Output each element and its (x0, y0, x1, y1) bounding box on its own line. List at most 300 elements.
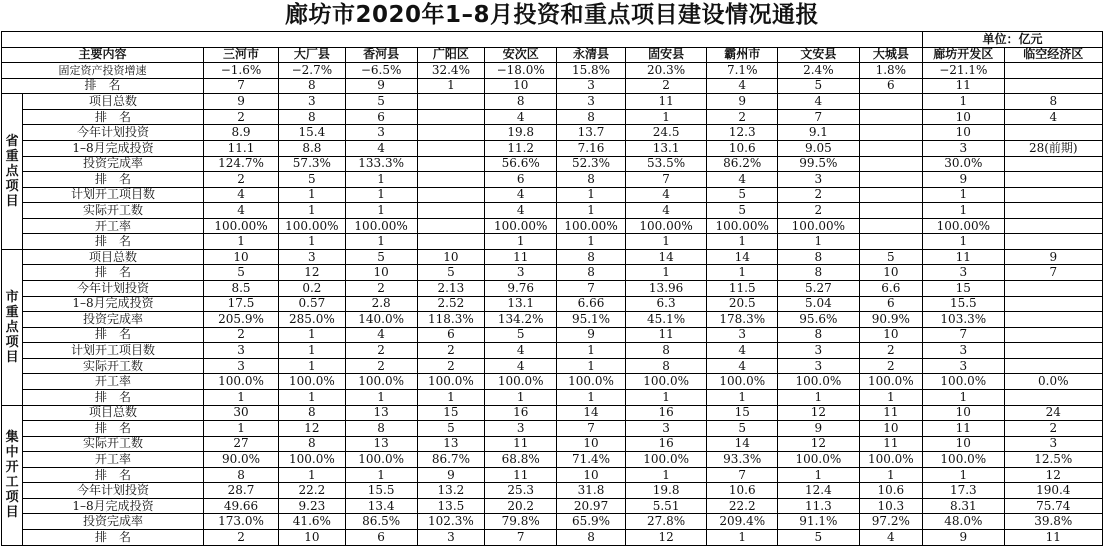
row-label: 排 名 (23, 421, 204, 437)
cell (1004, 203, 1102, 219)
cell: 1 (557, 343, 626, 359)
cell (859, 187, 923, 203)
cell: 7 (707, 467, 778, 483)
row-label: 计划开工项目数 (23, 343, 204, 359)
header-region: 固安县 (625, 47, 706, 63)
row-label: 投资完成率 (23, 312, 204, 328)
cell: 4 (345, 327, 417, 343)
cell: 0.57 (279, 296, 346, 312)
cell: 79.8% (485, 514, 557, 530)
cell: 95.6% (778, 312, 859, 328)
cell (1004, 281, 1102, 297)
group-2-row (2, 498, 1103, 514)
cell: 9.05 (778, 140, 859, 156)
investment-table (1, 31, 1103, 546)
cell: 12 (778, 405, 859, 421)
group-label-char: 项 (5, 334, 19, 350)
cell: 22.2 (279, 483, 346, 499)
cell: 86.2% (707, 156, 778, 172)
cell: 9 (707, 94, 778, 110)
cell: 2.8 (345, 296, 417, 312)
cell: 8 (279, 109, 346, 125)
cell: 20.3% (625, 63, 706, 79)
cell: −21.1% (923, 63, 1004, 79)
cell: 4 (625, 203, 706, 219)
row-label: 今年计划投资 (23, 125, 204, 141)
cell: 178.3% (707, 312, 778, 328)
row-label: 排 名 (23, 327, 204, 343)
cell: 4 (707, 78, 778, 94)
group-0-row (2, 125, 1103, 141)
cell: 9.76 (485, 281, 557, 297)
cell: 7 (625, 172, 706, 188)
cell: 12 (1004, 467, 1102, 483)
cell: 1 (625, 265, 706, 281)
row-label: 开工率 (23, 218, 204, 234)
group-label-char: 市 (5, 289, 19, 305)
cell: 97.2% (859, 514, 923, 530)
cell: 93.3% (707, 452, 778, 468)
cell: 13.5 (417, 498, 485, 514)
cell: 9.1 (778, 125, 859, 141)
cell: 6 (417, 327, 485, 343)
cell: 4 (707, 358, 778, 374)
cell (1004, 187, 1102, 203)
row-label: 排 名 (23, 530, 204, 546)
cell (1004, 327, 1102, 343)
row-label: 排 名 (23, 172, 204, 188)
row-label: 实际开工数 (23, 436, 204, 452)
cell: 2 (778, 203, 859, 219)
cell: 118.3% (417, 312, 485, 328)
cell: 9 (923, 530, 1004, 546)
cell: 25.3 (485, 483, 557, 499)
cell: 27.8% (625, 514, 706, 530)
cell: 100.00% (625, 218, 706, 234)
cell: 99.5% (778, 156, 859, 172)
cell: 16 (625, 436, 706, 452)
cell: 2 (345, 343, 417, 359)
cell: 3 (707, 327, 778, 343)
cell: 22.2 (707, 498, 778, 514)
cell: 8 (557, 265, 626, 281)
cell: 5 (778, 78, 859, 94)
row-label: 实际开工数 (23, 203, 204, 219)
cell: 4 (203, 203, 278, 219)
cell: 10 (345, 265, 417, 281)
cell: 3 (923, 358, 1004, 374)
fixed-asset-rank-row (2, 78, 1103, 94)
cell: 20.97 (557, 498, 626, 514)
cell: 4 (485, 187, 557, 203)
cell: 3 (923, 265, 1004, 281)
group-0-row (2, 156, 1103, 172)
group-1-row (2, 296, 1103, 312)
cell: 8.31 (923, 498, 1004, 514)
cell (1004, 389, 1102, 405)
cell: 1 (625, 467, 706, 483)
cell: 1 (279, 234, 346, 250)
cell: 9 (557, 327, 626, 343)
cell: 75.74 (1004, 498, 1102, 514)
cell (859, 125, 923, 141)
header-region: 大城县 (859, 47, 923, 63)
cell (417, 94, 485, 110)
cell: 1 (203, 234, 278, 250)
cell: 1 (707, 265, 778, 281)
cell: 8 (625, 343, 706, 359)
cell: 11.1 (203, 140, 278, 156)
cell: 9 (778, 421, 859, 437)
cell: 9 (417, 467, 485, 483)
row-label: 排 名 (23, 234, 204, 250)
cell: 13.4 (345, 498, 417, 514)
cell: 1 (485, 234, 557, 250)
cell: 1 (345, 172, 417, 188)
cell: 28(前期) (1004, 140, 1102, 156)
row-label: 排 名 (23, 109, 204, 125)
cell: 41.6% (279, 514, 346, 530)
cell: 5.04 (778, 296, 859, 312)
cell: 5 (279, 172, 346, 188)
cell: 100.0% (859, 374, 923, 390)
cell: 0.2 (279, 281, 346, 297)
cell: 5 (707, 203, 778, 219)
cell: 2 (203, 327, 278, 343)
cell: 8.8 (279, 140, 346, 156)
cell: 2.52 (417, 296, 485, 312)
cell: 4 (859, 530, 923, 546)
cell: 140.0% (345, 312, 417, 328)
cell: 8 (1004, 94, 1102, 110)
cell: 5.27 (778, 281, 859, 297)
cell: 100.00% (279, 218, 346, 234)
cell: 3 (778, 358, 859, 374)
cell: 9.23 (279, 498, 346, 514)
group-label-char: 省 (5, 134, 19, 150)
cell: 1 (203, 389, 278, 405)
cell: 15.5 (923, 296, 1004, 312)
cell: 1 (557, 389, 626, 405)
cell: 19.8 (485, 125, 557, 141)
cell: 12.5% (1004, 452, 1102, 468)
cell: 10 (557, 436, 626, 452)
cell: 100.00% (345, 218, 417, 234)
cell: 5 (778, 530, 859, 546)
cell: 2.4% (778, 63, 859, 79)
cell: 1 (279, 343, 346, 359)
cell: 10 (923, 436, 1004, 452)
cell: 6 (859, 296, 923, 312)
cell: 57.3% (279, 156, 346, 172)
cell: 1 (923, 467, 1004, 483)
cell: 1 (625, 109, 706, 125)
cell: 0.0% (1004, 374, 1102, 390)
group-1-row (2, 265, 1103, 281)
cell: 100.0% (625, 374, 706, 390)
cell: 100.0% (345, 452, 417, 468)
cell: −1.6% (203, 63, 278, 79)
cell: 12.4 (778, 483, 859, 499)
cell: 100.0% (778, 452, 859, 468)
cell: 100.0% (859, 452, 923, 468)
cell: 16 (485, 405, 557, 421)
cell: 2 (417, 358, 485, 374)
cell (417, 140, 485, 156)
cell: 1 (345, 234, 417, 250)
cell: 12 (778, 436, 859, 452)
cell: 100.00% (923, 218, 1004, 234)
row-label: 排 名 (23, 467, 204, 483)
cell: 100.00% (485, 218, 557, 234)
group-label-char: 开 (5, 460, 19, 476)
cell (1004, 296, 1102, 312)
group-0-row (2, 234, 1103, 250)
cell: 5 (345, 249, 417, 265)
row-label: 项目总数 (23, 249, 204, 265)
cell: 4 (707, 343, 778, 359)
cell: 4 (203, 187, 278, 203)
cell: 190.4 (1004, 483, 1102, 499)
cell: 1 (859, 467, 923, 483)
cell (1004, 358, 1102, 374)
group-1-row (2, 374, 1103, 390)
cell: 6 (485, 172, 557, 188)
cell: 68.8% (485, 452, 557, 468)
group-2-row (2, 467, 1103, 483)
cell: 8 (778, 265, 859, 281)
cell: 19.8 (625, 483, 706, 499)
cell: 1 (203, 421, 278, 437)
group-label-char: 重 (5, 149, 19, 165)
cell (417, 156, 485, 172)
cell: 1 (923, 94, 1004, 110)
cell: 9 (345, 78, 417, 94)
cell: 12 (625, 530, 706, 546)
report-title: 廊坊市2020年1–8月投资和重点项目建设情况通报 (284, 2, 820, 28)
cell: 3 (345, 125, 417, 141)
cell (1004, 234, 1102, 250)
group-2-row (2, 421, 1103, 437)
cell: 13.1 (625, 140, 706, 156)
cell: 100.0% (345, 374, 417, 390)
cell: 15 (923, 281, 1004, 297)
cell: 10 (203, 249, 278, 265)
header-region: 广阳区 (417, 47, 485, 63)
header-region: 廊坊开发区 (923, 47, 1004, 63)
cell: 11 (485, 249, 557, 265)
cell: 7 (557, 281, 626, 297)
cell: 24 (1004, 405, 1102, 421)
group-1-row (2, 281, 1103, 297)
group-0-row (2, 109, 1103, 125)
cell: 1 (923, 389, 1004, 405)
cell: 7 (1004, 265, 1102, 281)
cell: 8 (625, 358, 706, 374)
cell: 1 (279, 467, 346, 483)
cell (859, 234, 923, 250)
cell: 14 (557, 405, 626, 421)
cell: 100.0% (923, 452, 1004, 468)
row-label: 项目总数 (23, 405, 204, 421)
cell (859, 109, 923, 125)
cell: 100.0% (485, 374, 557, 390)
cell: 1 (279, 203, 346, 219)
cell: 2 (859, 343, 923, 359)
cell: 3 (279, 94, 346, 110)
cell: 13.1 (485, 296, 557, 312)
cell: 5 (485, 327, 557, 343)
cell: 1 (707, 530, 778, 546)
cell: 2.13 (417, 281, 485, 297)
cell (417, 125, 485, 141)
cell: 15 (417, 405, 485, 421)
cell (417, 203, 485, 219)
unit-label: 单位：亿元 (923, 32, 1103, 48)
cell: 5 (203, 265, 278, 281)
cell: 8.5 (203, 281, 278, 297)
group-2-row (2, 483, 1103, 499)
cell: 6.66 (557, 296, 626, 312)
cell: 8 (557, 530, 626, 546)
cell: 2 (707, 109, 778, 125)
cell: 3 (203, 343, 278, 359)
cell: 10 (923, 125, 1004, 141)
cell: 3 (417, 530, 485, 546)
cell: 7 (557, 421, 626, 437)
cell: 1 (707, 389, 778, 405)
group-0-row (2, 187, 1103, 203)
cell: 10 (859, 421, 923, 437)
cell: 1 (345, 467, 417, 483)
cell: 2 (417, 343, 485, 359)
cell: 2 (625, 78, 706, 94)
cell: 8 (557, 172, 626, 188)
cell: 12 (279, 421, 346, 437)
group-label-char: 重 (5, 304, 19, 320)
header-region: 临空经济区 (1004, 47, 1102, 63)
group-label-char: 中 (5, 445, 19, 461)
cell: 1 (485, 389, 557, 405)
cell: 8 (485, 94, 557, 110)
cell: 11.5 (707, 281, 778, 297)
cell: 13.96 (625, 281, 706, 297)
cell: 3 (279, 249, 346, 265)
cell: 1 (345, 187, 417, 203)
cell: 5 (417, 265, 485, 281)
cell: 13 (345, 436, 417, 452)
cell: 4 (1004, 109, 1102, 125)
cell: 100.00% (203, 218, 278, 234)
cell: 100.0% (279, 374, 346, 390)
cell: 90.0% (203, 452, 278, 468)
cell: 100.0% (707, 374, 778, 390)
group-1-row (2, 312, 1103, 328)
cell: 3 (923, 140, 1004, 156)
cell: 133.3% (345, 156, 417, 172)
cell: 13.7 (557, 125, 626, 141)
cell: 5 (859, 249, 923, 265)
cell: 8 (279, 78, 346, 94)
cell: 12.3 (707, 125, 778, 141)
cell: 1 (279, 327, 346, 343)
group-label (2, 249, 23, 405)
cell (1004, 172, 1102, 188)
cell: 205.9% (203, 312, 278, 328)
cell: 1 (279, 389, 346, 405)
cell: 31.8 (557, 483, 626, 499)
cell (1004, 218, 1102, 234)
cell: 6 (859, 78, 923, 94)
cell: 3 (203, 358, 278, 374)
cell: 8 (345, 421, 417, 437)
group-label-char: 目 (5, 194, 19, 210)
cell: 86.7% (417, 452, 485, 468)
cell (1004, 343, 1102, 359)
cell: 3 (557, 94, 626, 110)
header-region: 大厂县 (279, 47, 346, 63)
cell (859, 172, 923, 188)
cell: 10.6 (859, 483, 923, 499)
cell: 1 (778, 389, 859, 405)
cell: 11 (923, 421, 1004, 437)
cell: 11 (1004, 530, 1102, 546)
group-1-row (2, 389, 1103, 405)
cell: 8 (279, 436, 346, 452)
cell: 1 (279, 187, 346, 203)
cell: 11 (859, 405, 923, 421)
cell: 90.9% (859, 312, 923, 328)
cell: 100.00% (557, 218, 626, 234)
cell: 12 (279, 265, 346, 281)
cell: 1 (923, 234, 1004, 250)
cell: 86.5% (345, 514, 417, 530)
cell: 100.0% (625, 452, 706, 468)
cell: 3 (778, 172, 859, 188)
cell: 134.2% (485, 312, 557, 328)
cell: 24.5 (625, 125, 706, 141)
cell: 1 (923, 203, 1004, 219)
row-label: 今年计划投资 (23, 281, 204, 297)
cell: 2 (203, 109, 278, 125)
cell: 11 (859, 436, 923, 452)
group-label-char: 目 (5, 349, 19, 365)
cell: 7.1% (707, 63, 778, 79)
cell (417, 234, 485, 250)
cell: 6 (345, 109, 417, 125)
cell: 100.00% (707, 218, 778, 234)
cell: 32.4% (417, 63, 485, 79)
cell: 14 (625, 249, 706, 265)
group-2-row (2, 514, 1103, 530)
row-label: 项目总数 (23, 94, 204, 110)
row-label: 1–8月完成投资 (23, 498, 204, 514)
cell: 1 (625, 389, 706, 405)
cell: 6.3 (625, 296, 706, 312)
cell: 5 (707, 187, 778, 203)
cell: 100.0% (923, 374, 1004, 390)
group-label-char: 集 (5, 430, 19, 446)
cell: 3 (923, 343, 1004, 359)
cell: 1 (859, 389, 923, 405)
cell: 8 (557, 249, 626, 265)
cell: 1 (557, 358, 626, 374)
group-0-row (2, 218, 1103, 234)
cell: 2 (203, 530, 278, 546)
cell: 4 (485, 203, 557, 219)
cell: 10 (923, 109, 1004, 125)
cell: 7 (778, 109, 859, 125)
